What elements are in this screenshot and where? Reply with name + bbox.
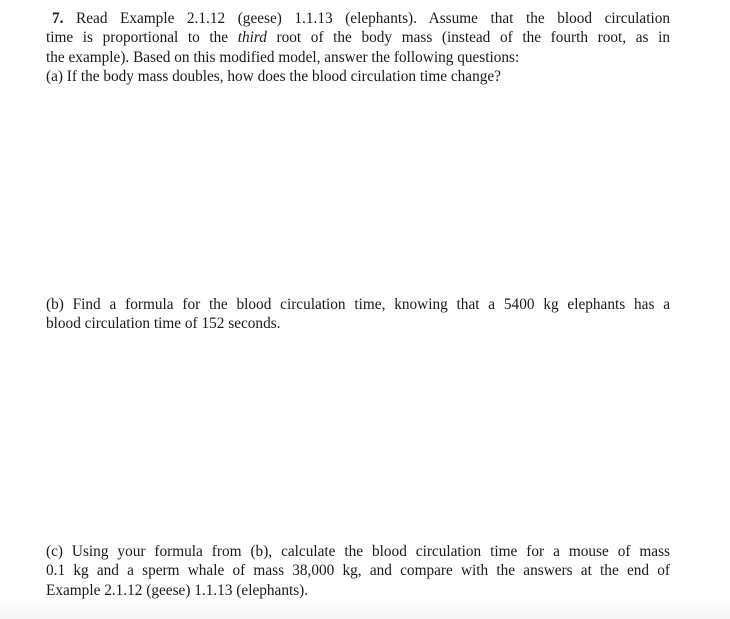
question-c-line-3: Example 2.1.12 (geese) 1.1.13 (elephants). — [46, 581, 309, 599]
emphasis-third: third — [237, 29, 267, 47]
question-b — [46, 295, 670, 334]
question-a: (a) If the body mass doubles, how does the blood circulation time change? — [46, 68, 501, 86]
question-c — [46, 542, 670, 600]
question-c-line-1: (c) Using your formula from (b), calculate the blood circulation time for a mouse of mass — [46, 543, 670, 560]
problem-statement — [46, 9, 670, 87]
problem-line-2 — [46, 28, 670, 47]
problem-number: 7. — [52, 10, 64, 27]
problem-intro-line-2-start: time is proportional to the — [46, 29, 229, 47]
problem-intro-line-3: the example). Based on this modified model, answer the following questions: — [46, 48, 520, 66]
problem-line-1 — [46, 9, 670, 28]
problem-intro-line-1: Read Example 2.1.12 (geese) 1.1.13 (elephants). Assume that the blood circulation — [76, 10, 670, 27]
question-b-line-1: (b) Find a formula for the blood circulation time, knowing that a 5400 kg elephants has a — [46, 296, 670, 313]
problem-intro-line-2-end: root of the body mass (instead of the fourth root, as in — [276, 29, 670, 47]
question-c-line-2: 0.1 kg and a sperm whale of mass 38,000 kg, and compare with the answers at the end of — [46, 562, 670, 580]
question-b-line-2: blood circulation time of 152 seconds. — [46, 315, 281, 333]
